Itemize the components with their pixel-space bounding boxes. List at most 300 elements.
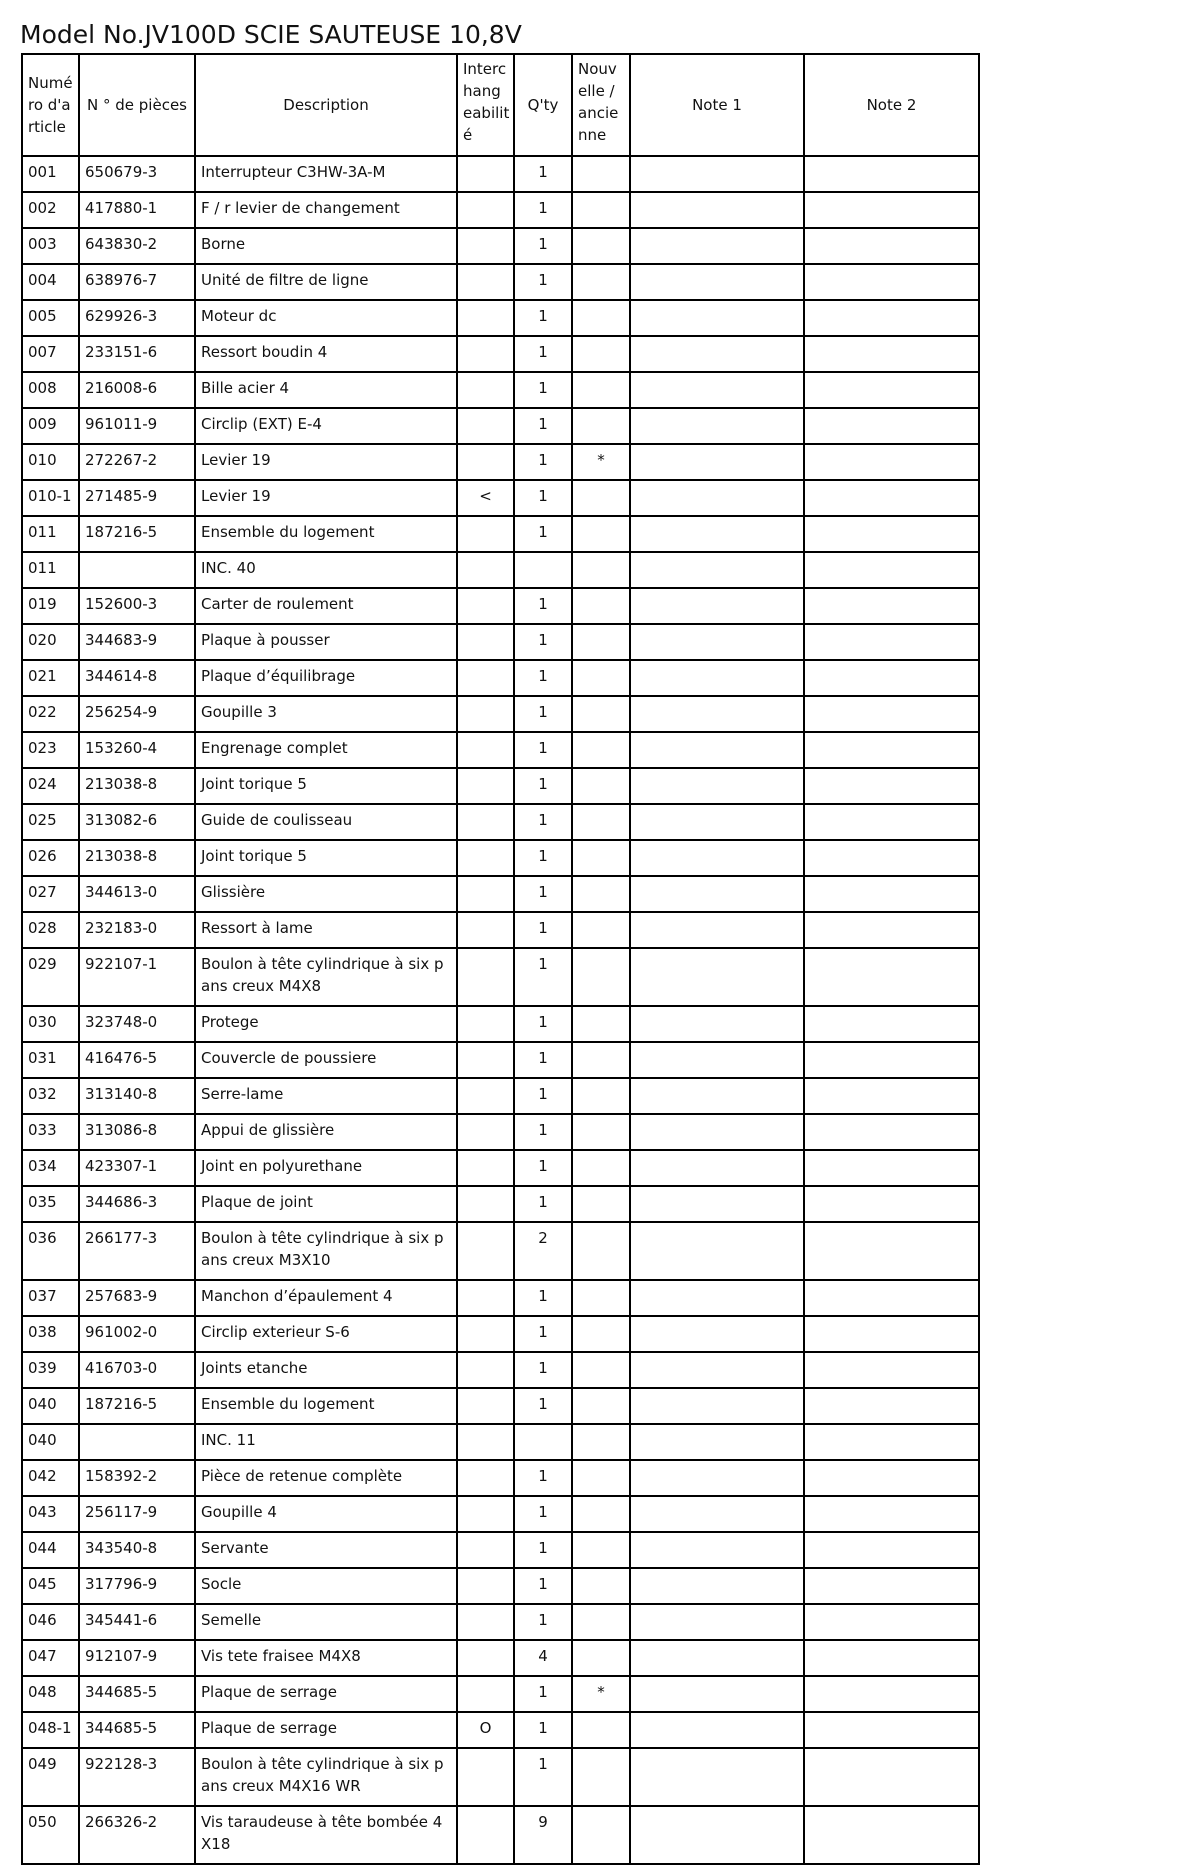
quantity-cell: 1: [514, 1748, 572, 1806]
new-old-cell: [572, 732, 630, 768]
note-1-cell: [630, 1222, 804, 1280]
interchangeability-cell: [457, 264, 514, 300]
note-1-cell: [630, 372, 804, 408]
table-row: [22, 516, 979, 552]
description-cell: Boulon à tête cylindrique à six pans creux M3X10: [195, 1222, 457, 1280]
description-cell: Borne: [195, 228, 457, 264]
note-1-cell: [630, 156, 804, 192]
description-cell: Guide de coulisseau: [195, 804, 457, 840]
item-number-cell: 033: [22, 1114, 79, 1150]
note-2-cell: [804, 552, 979, 588]
new-old-cell: [572, 264, 630, 300]
interchangeability-cell: [457, 1460, 514, 1496]
note-2-cell: [804, 1114, 979, 1150]
quantity-cell: 1: [514, 1388, 572, 1424]
quantity-cell: 1: [514, 1352, 572, 1388]
description-cell: Vis taraudeuse à tête bombée 4X18: [195, 1806, 457, 1864]
quantity-cell: 2: [514, 1222, 572, 1280]
part-number-cell: 153260-4: [79, 732, 195, 768]
part-number-cell: 961002-0: [79, 1316, 195, 1352]
note-2-cell: [804, 1604, 979, 1640]
item-number-cell: 007: [22, 336, 79, 372]
note-2-cell: [804, 300, 979, 336]
item-number-cell: 035: [22, 1186, 79, 1222]
note-2-cell: [804, 444, 979, 480]
new-old-cell: [572, 300, 630, 336]
new-old-cell: [572, 1078, 630, 1114]
note-2-cell: [804, 1806, 979, 1864]
part-number-cell: 344686-3: [79, 1186, 195, 1222]
note-2-cell: [804, 1316, 979, 1352]
interchangeability-cell: [457, 840, 514, 876]
note-1-cell: [630, 804, 804, 840]
header-part-number: N ° de pièces: [79, 54, 195, 156]
part-number-cell: 343540-8: [79, 1532, 195, 1568]
part-number-cell: 345441-6: [79, 1604, 195, 1640]
note-2-cell: [804, 156, 979, 192]
table-row: [22, 912, 979, 948]
description-cell: Plaque de serrage: [195, 1712, 457, 1748]
new-old-cell: [572, 336, 630, 372]
item-number-cell: 027: [22, 876, 79, 912]
note-2-cell: [804, 768, 979, 804]
part-number-cell: 629926-3: [79, 300, 195, 336]
note-2-cell: [804, 1352, 979, 1388]
quantity-cell: 1: [514, 228, 572, 264]
table-row: [22, 1532, 979, 1568]
interchangeability-cell: [457, 372, 514, 408]
part-number-cell: 256254-9: [79, 696, 195, 732]
item-number-cell: 001: [22, 156, 79, 192]
part-number-cell: 961011-9: [79, 408, 195, 444]
part-number-cell: 417880-1: [79, 192, 195, 228]
table-row: [22, 372, 979, 408]
part-number-cell: 344685-5: [79, 1676, 195, 1712]
new-old-cell: [572, 1280, 630, 1316]
part-number-cell: 344613-0: [79, 876, 195, 912]
description-cell: Engrenage complet: [195, 732, 457, 768]
quantity-cell: 1: [514, 804, 572, 840]
quantity-cell: 4: [514, 1640, 572, 1676]
quantity-cell: 1: [514, 1676, 572, 1712]
part-number-cell: 213038-8: [79, 768, 195, 804]
table-row: [22, 876, 979, 912]
note-1-cell: [630, 1114, 804, 1150]
part-number-cell: 313082-6: [79, 804, 195, 840]
table-row: [22, 804, 979, 840]
table-row: [22, 1006, 979, 1042]
part-number-cell: 152600-3: [79, 588, 195, 624]
table-row: [22, 1748, 979, 1806]
table-row: [22, 444, 979, 480]
part-number-cell: 187216-5: [79, 1388, 195, 1424]
table-row: [22, 1150, 979, 1186]
note-1-cell: [630, 876, 804, 912]
table-row: [22, 1568, 979, 1604]
interchangeability-cell: [457, 1222, 514, 1280]
note-1-cell: [630, 192, 804, 228]
table-row: [22, 588, 979, 624]
note-1-cell: [630, 588, 804, 624]
description-cell: Interrupteur C3HW-3A-M: [195, 156, 457, 192]
interchangeability-cell: [457, 1316, 514, 1352]
new-old-cell: [572, 624, 630, 660]
note-2-cell: [804, 1150, 979, 1186]
interchangeability-cell: [457, 1676, 514, 1712]
note-1-cell: [630, 228, 804, 264]
note-2-cell: [804, 336, 979, 372]
description-cell: Vis tete fraisee M4X8: [195, 1640, 457, 1676]
quantity-cell: 1: [514, 840, 572, 876]
interchangeability-cell: [457, 768, 514, 804]
table-row: [22, 696, 979, 732]
table-row: [22, 480, 979, 516]
interchangeability-cell: [457, 948, 514, 1006]
new-old-cell: [572, 804, 630, 840]
interchangeability-cell: [457, 192, 514, 228]
item-number-cell: 032: [22, 1078, 79, 1114]
table-row: [22, 768, 979, 804]
table-row: [22, 408, 979, 444]
item-number-cell: 009: [22, 408, 79, 444]
quantity-cell: 1: [514, 660, 572, 696]
new-old-cell: [572, 1424, 630, 1460]
description-cell: Ressort boudin 4: [195, 336, 457, 372]
new-old-cell: [572, 408, 630, 444]
note-2-cell: [804, 192, 979, 228]
note-2-cell: [804, 912, 979, 948]
item-number-cell: 034: [22, 1150, 79, 1186]
part-number-cell: 423307-1: [79, 1150, 195, 1186]
new-old-cell: [572, 1316, 630, 1352]
table-row: [22, 156, 979, 192]
item-number-cell: 030: [22, 1006, 79, 1042]
quantity-cell: 1: [514, 1712, 572, 1748]
new-old-cell: [572, 1806, 630, 1864]
note-2-cell: [804, 948, 979, 1006]
interchangeability-cell: O: [457, 1712, 514, 1748]
interchangeability-cell: [457, 336, 514, 372]
new-old-cell: [572, 1532, 630, 1568]
note-1-cell: [630, 1806, 804, 1864]
note-2-cell: [804, 1388, 979, 1424]
new-old-cell: *: [572, 444, 630, 480]
quantity-cell: 1: [514, 408, 572, 444]
quantity-cell: 1: [514, 1280, 572, 1316]
interchangeability-cell: [457, 1006, 514, 1042]
item-number-cell: 040: [22, 1424, 79, 1460]
interchangeability-cell: [457, 588, 514, 624]
note-1-cell: [630, 1460, 804, 1496]
item-number-cell: 010-1: [22, 480, 79, 516]
note-1-cell: [630, 768, 804, 804]
quantity-cell: 1: [514, 732, 572, 768]
part-number-cell: 912107-9: [79, 1640, 195, 1676]
item-number-cell: 005: [22, 300, 79, 336]
description-cell: Ensemble du logement: [195, 1388, 457, 1424]
note-1-cell: [630, 1496, 804, 1532]
interchangeability-cell: [457, 1568, 514, 1604]
item-number-cell: 020: [22, 624, 79, 660]
description-cell: Circlip exterieur S-6: [195, 1316, 457, 1352]
description-cell: Boulon à tête cylindrique à six pans creux M4X16 WR: [195, 1748, 457, 1806]
note-2-cell: [804, 696, 979, 732]
part-number-cell: [79, 552, 195, 588]
part-number-cell: 272267-2: [79, 444, 195, 480]
part-number-cell: 922107-1: [79, 948, 195, 1006]
note-2-cell: [804, 516, 979, 552]
item-number-cell: 026: [22, 840, 79, 876]
interchangeability-cell: [457, 1532, 514, 1568]
description-cell: Carter de roulement: [195, 588, 457, 624]
interchangeability-cell: [457, 1078, 514, 1114]
new-old-cell: [572, 1568, 630, 1604]
header-quantity: Q'ty: [514, 54, 572, 156]
description-cell: Plaque d’équilibrage: [195, 660, 457, 696]
item-number-cell: 002: [22, 192, 79, 228]
item-number-cell: 038: [22, 1316, 79, 1352]
quantity-cell: 1: [514, 516, 572, 552]
interchangeability-cell: [457, 228, 514, 264]
interchangeability-cell: [457, 804, 514, 840]
item-number-cell: 031: [22, 1042, 79, 1078]
part-number-cell: 187216-5: [79, 516, 195, 552]
interchangeability-cell: <: [457, 480, 514, 516]
part-number-cell: 313140-8: [79, 1078, 195, 1114]
part-number-cell: 266177-3: [79, 1222, 195, 1280]
note-1-cell: [630, 1042, 804, 1078]
interchangeability-cell: [457, 1640, 514, 1676]
description-cell: F / r levier de changement: [195, 192, 457, 228]
quantity-cell: 1: [514, 1604, 572, 1640]
table-row: [22, 1806, 979, 1864]
note-1-cell: [630, 1078, 804, 1114]
quantity-cell: 1: [514, 336, 572, 372]
new-old-cell: [572, 912, 630, 948]
quantity-cell: 1: [514, 588, 572, 624]
item-number-cell: 048: [22, 1676, 79, 1712]
note-2-cell: [804, 1078, 979, 1114]
part-number-cell: 216008-6: [79, 372, 195, 408]
description-cell: Joint torique 5: [195, 768, 457, 804]
item-number-cell: 049: [22, 1748, 79, 1806]
new-old-cell: [572, 876, 630, 912]
interchangeability-cell: [457, 624, 514, 660]
description-cell: Socle: [195, 1568, 457, 1604]
table-row: [22, 1388, 979, 1424]
note-2-cell: [804, 1460, 979, 1496]
new-old-cell: [572, 552, 630, 588]
item-number-cell: 047: [22, 1640, 79, 1676]
note-1-cell: [630, 1352, 804, 1388]
interchangeability-cell: [457, 1186, 514, 1222]
part-number-cell: 344614-8: [79, 660, 195, 696]
note-1-cell: [630, 840, 804, 876]
new-old-cell: [572, 1222, 630, 1280]
quantity-cell: 1: [514, 876, 572, 912]
description-cell: Manchon d’épaulement 4: [195, 1280, 457, 1316]
quantity-cell: 1: [514, 192, 572, 228]
description-cell: Couvercle de poussiere: [195, 1042, 457, 1078]
description-cell: Protege: [195, 1006, 457, 1042]
note-1-cell: [630, 732, 804, 768]
table-row: [22, 1114, 979, 1150]
interchangeability-cell: [457, 552, 514, 588]
note-1-cell: [630, 1186, 804, 1222]
new-old-cell: [572, 840, 630, 876]
quantity-cell: [514, 1424, 572, 1460]
note-1-cell: [630, 1388, 804, 1424]
note-1-cell: [630, 264, 804, 300]
description-cell: Plaque à pousser: [195, 624, 457, 660]
description-cell: Levier 19: [195, 444, 457, 480]
new-old-cell: [572, 372, 630, 408]
description-cell: Appui de glissière: [195, 1114, 457, 1150]
item-number-cell: 028: [22, 912, 79, 948]
item-number-cell: 029: [22, 948, 79, 1006]
item-number-cell: 040: [22, 1388, 79, 1424]
interchangeability-cell: [457, 1114, 514, 1150]
note-2-cell: [804, 1640, 979, 1676]
interchangeability-cell: [457, 1388, 514, 1424]
table-row: [22, 1186, 979, 1222]
note-2-cell: [804, 264, 979, 300]
new-old-cell: [572, 1640, 630, 1676]
interchangeability-cell: [457, 732, 514, 768]
quantity-cell: 1: [514, 372, 572, 408]
interchangeability-cell: [457, 912, 514, 948]
part-number-cell: 257683-9: [79, 1280, 195, 1316]
new-old-cell: [572, 1748, 630, 1806]
part-number-cell: 922128-3: [79, 1748, 195, 1806]
description-cell: Pièce de retenue complète: [195, 1460, 457, 1496]
header-interchangeability: Interc hang eabilit é: [457, 54, 514, 156]
quantity-cell: 1: [514, 1114, 572, 1150]
part-number-cell: 323748-0: [79, 1006, 195, 1042]
part-number-cell: 158392-2: [79, 1460, 195, 1496]
note-2-cell: [804, 1186, 979, 1222]
note-2-cell: [804, 804, 979, 840]
new-old-cell: [572, 1352, 630, 1388]
note-1-cell: [630, 516, 804, 552]
item-number-cell: 039: [22, 1352, 79, 1388]
note-1-cell: [630, 336, 804, 372]
note-2-cell: [804, 1568, 979, 1604]
item-number-cell: 008: [22, 372, 79, 408]
table-row: [22, 660, 979, 696]
description-cell: Joints etanche: [195, 1352, 457, 1388]
part-number-cell: 416703-0: [79, 1352, 195, 1388]
quantity-cell: 1: [514, 1006, 572, 1042]
table-row: [22, 552, 979, 588]
page-title: Model No.JV100D SCIE SAUTEUSE 10,8V: [20, 20, 522, 49]
quantity-cell: 1: [514, 300, 572, 336]
table-row: [22, 1078, 979, 1114]
table-row: [22, 228, 979, 264]
quantity-cell: 1: [514, 1042, 572, 1078]
new-old-cell: [572, 1114, 630, 1150]
table-row: [22, 1424, 979, 1460]
note-2-cell: [804, 588, 979, 624]
item-number-cell: 003: [22, 228, 79, 264]
item-number-cell: 037: [22, 1280, 79, 1316]
note-2-cell: [804, 1748, 979, 1806]
interchangeability-cell: [457, 1496, 514, 1532]
quantity-cell: 1: [514, 1316, 572, 1352]
note-1-cell: [630, 1006, 804, 1042]
new-old-cell: [572, 228, 630, 264]
interchangeability-cell: [457, 1150, 514, 1186]
table-row: [22, 732, 979, 768]
new-old-cell: [572, 192, 630, 228]
parts-table: [21, 53, 980, 1865]
table-row: [22, 1676, 979, 1712]
note-2-cell: [804, 1042, 979, 1078]
description-cell: Moteur dc: [195, 300, 457, 336]
part-number-cell: 344683-9: [79, 624, 195, 660]
note-2-cell: [804, 1712, 979, 1748]
note-1-cell: [630, 1150, 804, 1186]
part-number-cell: [79, 1424, 195, 1460]
new-old-cell: [572, 1496, 630, 1532]
note-1-cell: [630, 660, 804, 696]
note-1-cell: [630, 1712, 804, 1748]
quantity-cell: 1: [514, 768, 572, 804]
part-number-cell: 233151-6: [79, 336, 195, 372]
item-number-cell: 048-1: [22, 1712, 79, 1748]
interchangeability-cell: [457, 516, 514, 552]
part-number-cell: 266326-2: [79, 1806, 195, 1864]
quantity-cell: 1: [514, 1568, 572, 1604]
new-old-cell: [572, 768, 630, 804]
table-row: [22, 624, 979, 660]
note-2-cell: [804, 660, 979, 696]
note-1-cell: [630, 696, 804, 732]
part-number-cell: 313086-8: [79, 1114, 195, 1150]
table-row: [22, 1352, 979, 1388]
header-item-number: Numé ro d'a rticle: [22, 54, 79, 156]
quantity-cell: 1: [514, 624, 572, 660]
part-number-cell: 271485-9: [79, 480, 195, 516]
interchangeability-cell: [457, 1280, 514, 1316]
item-number-cell: 045: [22, 1568, 79, 1604]
description-cell: Goupille 4: [195, 1496, 457, 1532]
description-cell: Boulon à tête cylindrique à six pans creux M4X8: [195, 948, 457, 1006]
new-old-cell: [572, 588, 630, 624]
note-2-cell: [804, 732, 979, 768]
table-row: [22, 1280, 979, 1316]
new-old-cell: [572, 696, 630, 732]
part-number-cell: 317796-9: [79, 1568, 195, 1604]
table-row: [22, 948, 979, 1006]
table-row: [22, 1460, 979, 1496]
item-number-cell: 010: [22, 444, 79, 480]
item-number-cell: 022: [22, 696, 79, 732]
description-cell: Goupille 3: [195, 696, 457, 732]
quantity-cell: 1: [514, 912, 572, 948]
note-2-cell: [804, 840, 979, 876]
interchangeability-cell: [457, 1604, 514, 1640]
table-row: [22, 336, 979, 372]
new-old-cell: [572, 1604, 630, 1640]
table-row: [22, 1042, 979, 1078]
note-1-cell: [630, 480, 804, 516]
description-cell: Servante: [195, 1532, 457, 1568]
table-row: [22, 1640, 979, 1676]
interchangeability-cell: [457, 156, 514, 192]
interchangeability-cell: [457, 444, 514, 480]
quantity-cell: 1: [514, 156, 572, 192]
